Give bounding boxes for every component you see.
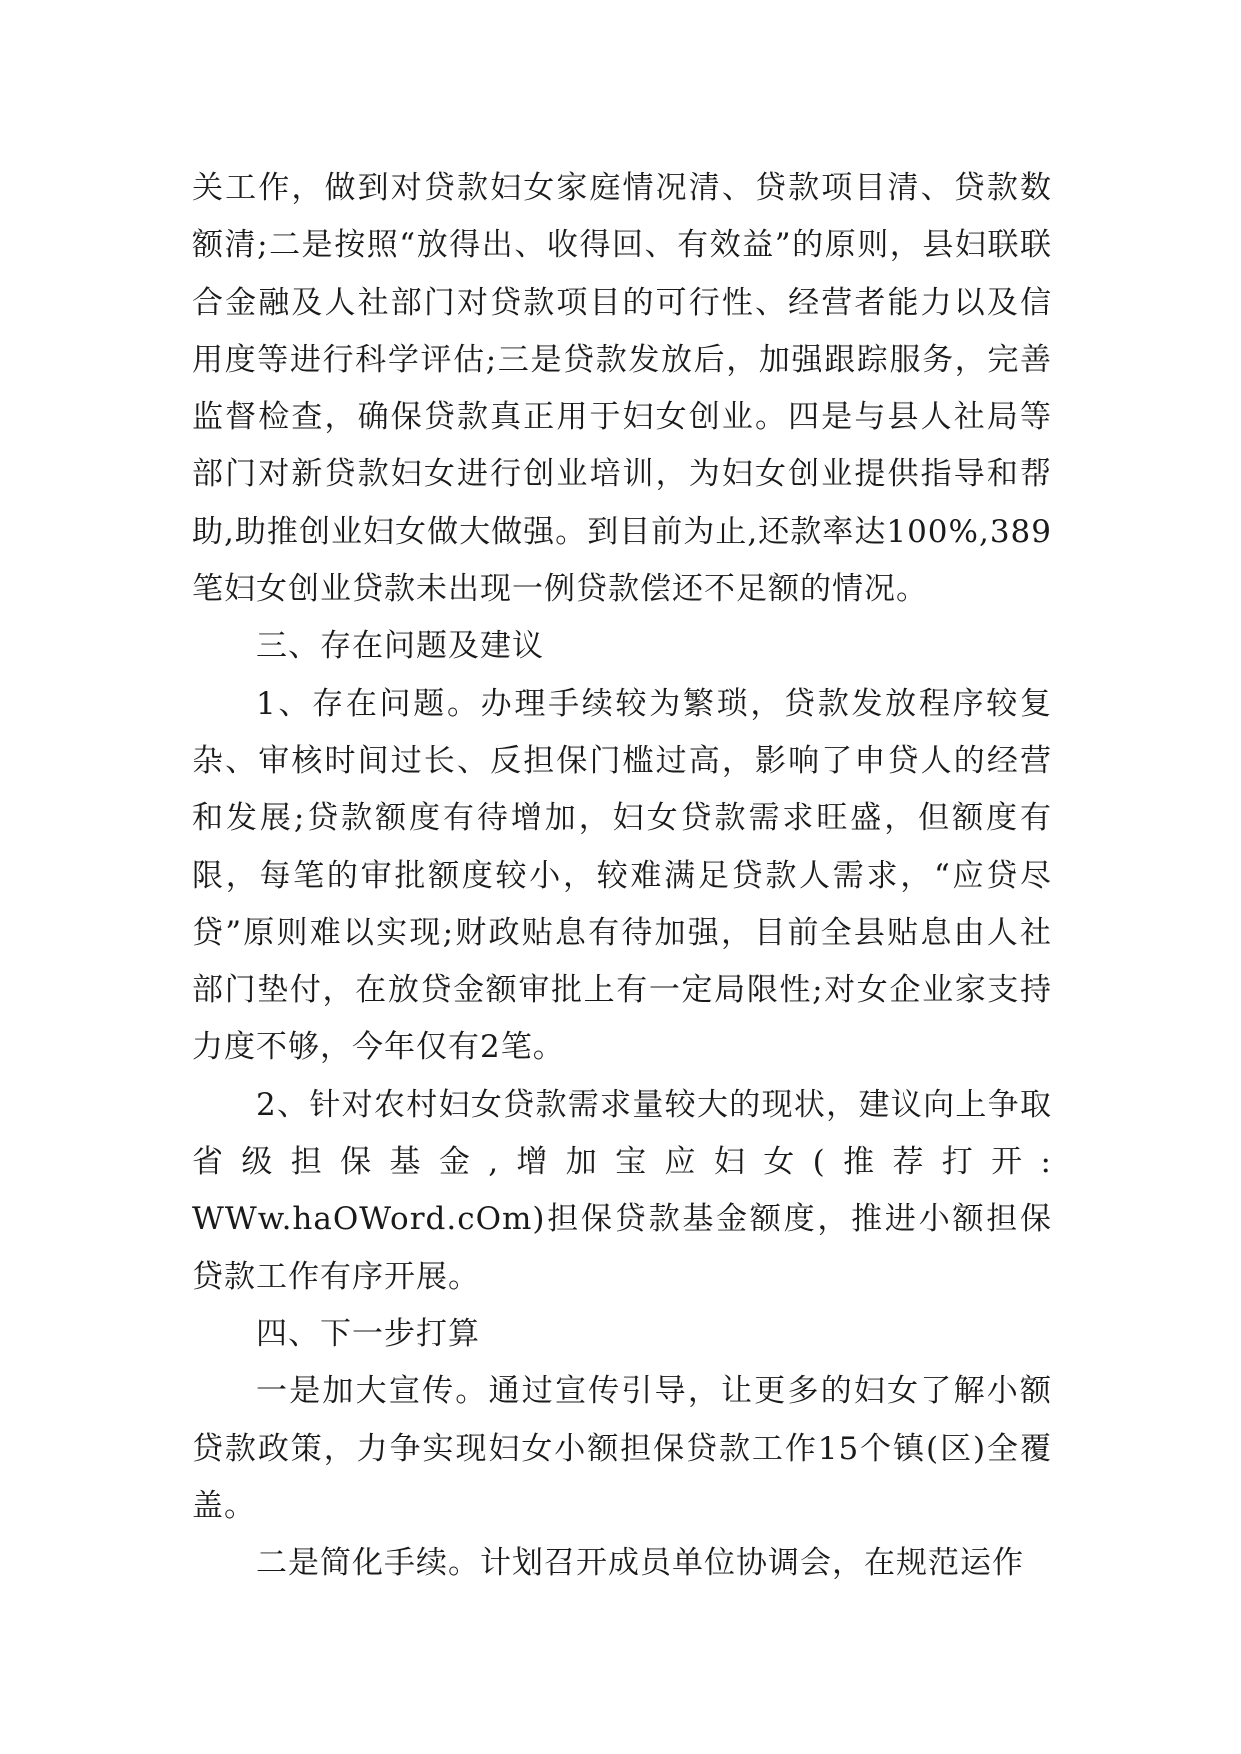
heading-problems-and-suggestions: 三、存在问题及建议 — [256, 628, 544, 665]
paragraph-simplify-procedures: 二是简化手续。计划召开成员单位协调会，在规范运作 — [256, 1545, 1024, 1582]
heading-next-steps: 四、下一步打算 — [256, 1315, 480, 1352]
paragraph-publicity: 一是加大宣传。通过宣传引导，让更多的妇女了解小额贷款政策，力争实现妇女小额担保贷款工作15个镇(区)全覆盖。 — [192, 1373, 1052, 1524]
paragraph-suggestion: 2、针对农村妇女贷款需求量较大的现状，建议向上争取省级担保基金,增加宝应妇女(推荐打开: WWw.haOWord.cOm)担保贷款基金额度，推进小额担保贷款工作有序开展。 — [192, 1086, 1052, 1295]
paragraph-loan-management: 关工作，做到对贷款妇女家庭情况清、贷款项目清、贷款数额清;二是按照“放得出、收得回、有效益”的原则，县妇联联合金融及人社部门对贷款项目的可行性、经营者能力以及信用度等进行科学评估;三是贷款发放后，加强跟踪服务，完善监督检查，确保贷款真正用于妇女创业。四是与县人社局等部门对新贷款妇女进行创业培训，为妇女创业提供指导和帮助,助推创业妇女做大做强。到目前为止,还款率达100%,389笔妇女创业贷款未出现一例贷款偿还不足额的情况。 — [192, 170, 1052, 608]
paragraph-existing-problems: 1、存在问题。办理手续较为繁琐，贷款发放程序较复杂、审核时间过长、反担保门槛过高，影响了申贷人的经营和发展;贷款额度有待增加，妇女贷款需求旺盛，但额度有限，每笔的审批额度较小，较难满足贷款人需求，“应贷尽贷”原则难以实现;财政贴息有待加强，目前全县贴息由人社部门垫付，在放贷金额审批上有一定局限性;对女企业家支持力度不够，今年仅有2笔。 — [192, 685, 1052, 1066]
document-page — [192, 160, 1052, 1592]
